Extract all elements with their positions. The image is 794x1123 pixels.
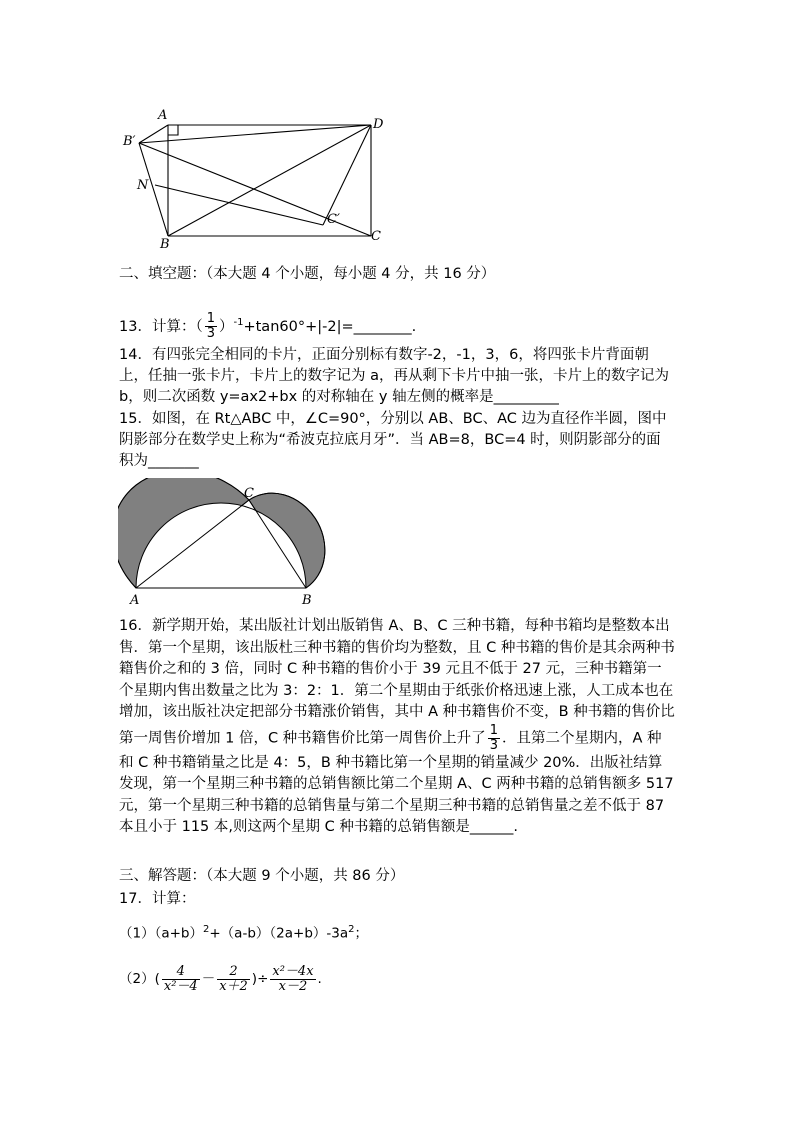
label-N: N xyxy=(137,178,149,193)
segment-NC' xyxy=(155,185,323,225)
q13-close: ） xyxy=(218,318,234,335)
q17-fraction-3 xyxy=(270,965,315,994)
q13-fraction xyxy=(205,312,217,341)
q13-power: -1 xyxy=(233,317,244,328)
q17-minus: － xyxy=(201,971,216,987)
q17-part1-end: ； xyxy=(354,925,369,942)
q13-frac-num: 1 xyxy=(206,311,215,327)
label-B: B xyxy=(160,237,170,250)
label-C: C xyxy=(371,229,381,244)
q13-frac-den: 3 xyxy=(206,326,215,342)
hippocrates-lune-figure xyxy=(118,478,338,608)
label-A: A xyxy=(158,108,168,123)
question-17-part-2 xyxy=(119,962,322,996)
question-17-part-1 xyxy=(119,920,368,944)
q17-f3-den: x－2 xyxy=(278,978,308,994)
segment-C'D xyxy=(323,125,371,225)
segment-B'D xyxy=(139,125,371,143)
q17-fraction-1 xyxy=(162,965,200,994)
q17-f2-num: 2 xyxy=(217,965,250,980)
q13-rest: +tan60°+|-2|=________. xyxy=(243,318,417,335)
question-13 xyxy=(119,310,416,341)
question-15: 15．如图，在 Rt△ABC 中，∠C=90°，分别以 AB、BC、AC 边为直径作半圆，图中阴影部分在数学史上称为“希波克拉底月牙”．当 AB=8，BC=4 时，则阴影部分的面积为_______ xyxy=(119,411,667,469)
q17-part2-label: （2）( xyxy=(119,971,160,987)
label-A: A xyxy=(130,593,140,608)
right-lune-shaded xyxy=(249,493,325,588)
q17-fraction-2 xyxy=(217,965,250,994)
q16-part2: ．且第二个星期内，A 种和 C 种书籍销量之比是 4：5，B 种书籍比第一个星期的销量减少 20%．出版社结算发现，第一个星期三种书籍的总销售额比第二个星期 A、C 两种书籍的总销售额多 517 元，第一个星期三种书籍的总销售量与第二个星期三种书籍的总销售量之差不低于 87 本且小于 115 本,则这两个星期 C 种书籍的总销售额是______. xyxy=(119,730,674,835)
q16-fraction xyxy=(488,724,500,753)
label-C-prime: C′ xyxy=(327,212,340,227)
q17-end: . xyxy=(317,971,322,987)
q17-part1-b: +（a-b）（2a+b）-3a xyxy=(209,925,349,942)
geometry-figure-folded-rectangle xyxy=(115,100,395,250)
q17-f1-num: 4 xyxy=(162,965,200,980)
label-B: B xyxy=(302,593,312,608)
label-D: D xyxy=(373,117,384,132)
q17-f3-num: x²－4x xyxy=(272,963,314,979)
label-B-prime: B′ xyxy=(123,134,136,149)
q13-prefix: 13．计算：（ xyxy=(119,318,203,335)
q17-part1-a: （a+b） xyxy=(154,925,203,942)
question-16 xyxy=(119,616,675,839)
q17-f1-den: x²－4 xyxy=(163,978,198,994)
q17-div: )÷ xyxy=(251,971,269,987)
q17-part1-exp: 2 xyxy=(203,924,210,935)
segment-B'A xyxy=(139,125,168,143)
right-angle-marker xyxy=(168,125,178,135)
question-17-title: 17．计算： xyxy=(119,891,196,907)
question-14: 14．有四张完全相同的卡片，正面分别标有数字-2，-1，3，6，将四张卡片背面朝上，任抽一张卡片，卡片上的数字记为 a，再从剩下卡片中抽一张，卡片上的数字记为 b，则二次函数 y=ax2+bx 的对称轴在 y 轴左侧的概率是_________ xyxy=(119,347,669,405)
q16-part1: 16．新学期开始，某出版社计划出版销售 A、B、C 三种书籍，每种书箱均是整数本出售．第一个星期，该出版杜三种书籍的售价均为整数，且 C 种书籍的售价是其余两种书籍售价之和的 3 倍，同时 C 种书籍的售价小于 39 元且不低于 27 元，三种书籍第一个星期内售出数量之比为 3：2：1．第二个星期由于纸张价格迅速上涨，人工成本也在增加，该出版社决定把部分书籍涨价销售，其中 A 种书籍售价不变，B 种书籍的售价比第一周售价增加 1 倍，C 种书籍售价比第一周售价上升了 xyxy=(119,618,675,746)
section-3-heading: 三、解答题：（本大题 9 个小题，共 86 分） xyxy=(119,868,405,884)
section-2-heading: 二、填空题：（本大题 4 个小题，每小题 4 分，共 16 分） xyxy=(119,266,496,282)
segment-BD xyxy=(168,125,371,236)
q16-frac-num: 1 xyxy=(489,722,498,738)
q17-f2-den: x＋2 xyxy=(219,978,248,994)
q17-part1-exp2: 2 xyxy=(348,924,355,935)
q17-part1-label: （1） xyxy=(119,925,155,942)
q16-frac-den: 3 xyxy=(489,737,498,753)
label-C: C xyxy=(244,486,254,501)
